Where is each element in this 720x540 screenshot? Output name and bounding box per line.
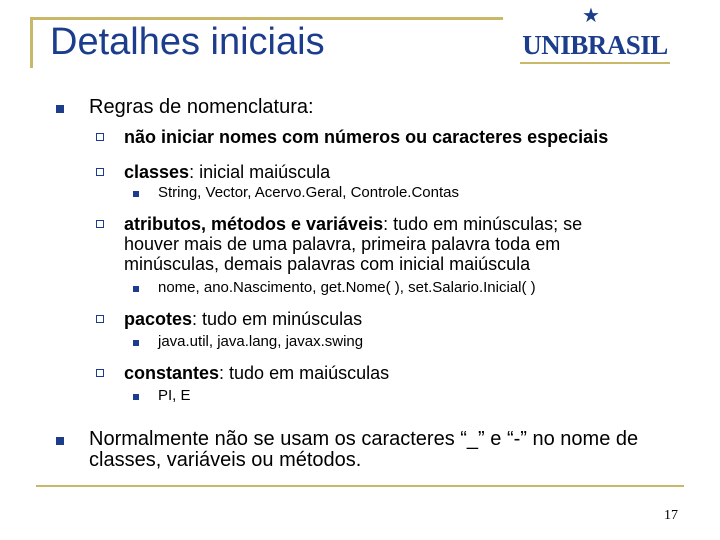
bullet-naming-rules [56, 97, 314, 118]
hollow-square-bullet-icon [96, 315, 104, 323]
square-bullet-icon [133, 191, 139, 197]
example-text: java.util, java.lang, javax.swing [158, 333, 364, 350]
bullet-text-line3: minúsculas, demais palavras com inicial maiúscula [124, 254, 531, 274]
bullet-text: : tudo em maiúsculas [219, 363, 390, 383]
term-classes: classes [124, 162, 190, 182]
bullet-text-line2: houver mais de uma palavra, primeira palavra toda em [124, 234, 561, 254]
subbullet-no-numbers [96, 127, 608, 147]
footer-rule [36, 485, 684, 487]
logo-underline [520, 62, 670, 64]
subbullet-classes [96, 162, 330, 182]
term-constants: constantes [124, 363, 220, 383]
square-bullet-icon [56, 105, 64, 113]
subbullet-attributes [96, 214, 582, 274]
square-bullet-icon [56, 437, 64, 445]
square-bullet-icon [133, 286, 139, 292]
term-attributes: atributos, métodos e variáveis [124, 214, 384, 234]
example-text: nome, ano.Nascimento, get.Nome( ), set.Salario.Inicial( ) [158, 279, 536, 296]
hollow-square-bullet-icon [96, 168, 104, 176]
example-constants [133, 387, 191, 404]
bullet-text-line2: classes, variáveis ou métodos. [89, 449, 362, 471]
star-icon: ★ [582, 5, 600, 27]
subbullet-packages [96, 309, 362, 329]
example-text: String, Vector, Acervo.Geral, Controle.Contas [158, 184, 459, 201]
example-classes [133, 184, 459, 201]
bullet-text: : tudo em minúsculas [192, 309, 363, 329]
square-bullet-icon [133, 394, 139, 400]
logo-text: UNIBRASIL [522, 30, 668, 60]
subbullet-constants [96, 363, 389, 383]
hollow-square-bullet-icon [96, 369, 104, 377]
term-packages: pacotes [124, 309, 193, 329]
page-number: 17 [664, 508, 678, 523]
bullet-text: Regras de nomenclatura: [89, 96, 314, 118]
bullet-text: Normalmente não se usam os caracteres “_” e “-” no nome de [89, 428, 639, 450]
slide-title: Detalhes iniciais [50, 21, 325, 63]
bullet-text: não iniciar nomes com números ou caracteres especiais [124, 127, 609, 147]
hollow-square-bullet-icon [96, 220, 104, 228]
example-packages [133, 333, 363, 350]
bullet-underscore-note [56, 429, 638, 471]
bullet-text: : tudo em minúsculas; se [383, 214, 583, 234]
example-text: PI, E [158, 387, 191, 404]
example-attributes [133, 279, 536, 296]
square-bullet-icon [133, 340, 139, 346]
hollow-square-bullet-icon [96, 133, 104, 141]
bullet-text: : inicial maiúscula [189, 162, 331, 182]
